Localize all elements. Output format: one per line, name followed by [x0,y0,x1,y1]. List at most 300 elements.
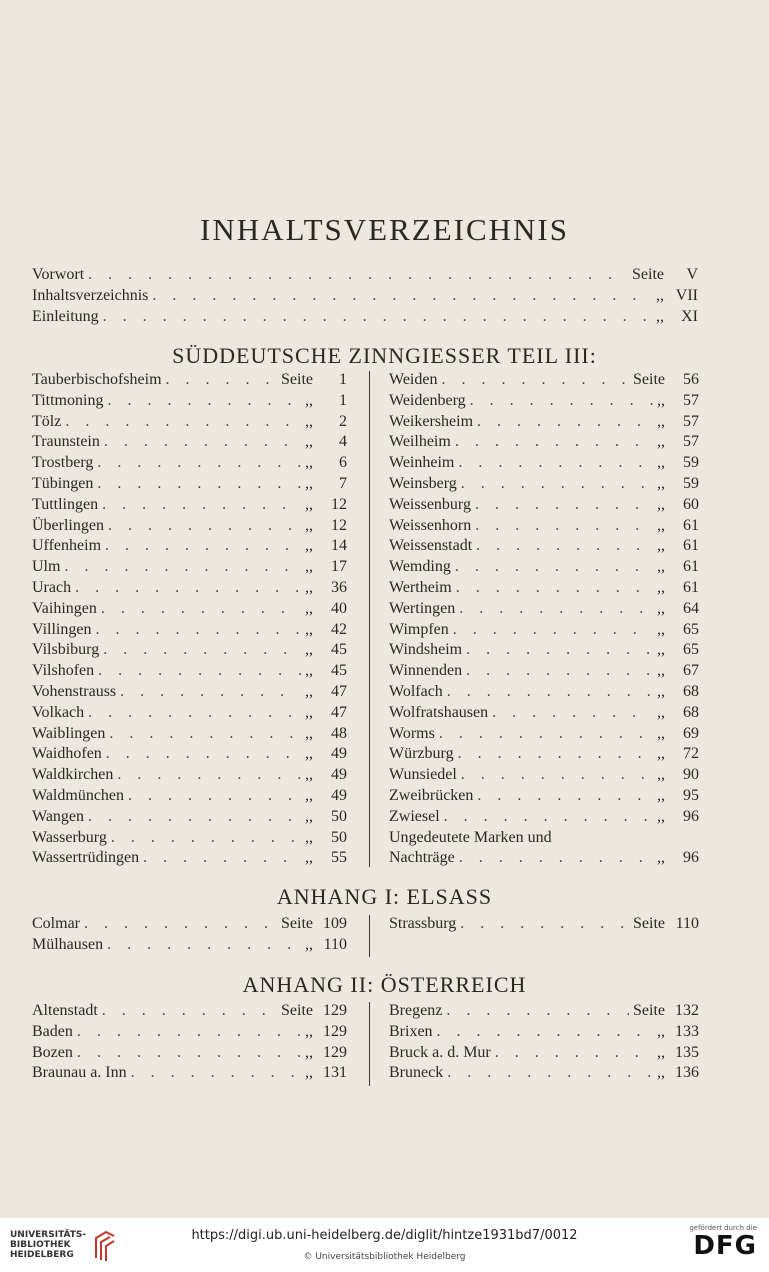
entry-label: Ungedeutete Marken und [389,828,552,846]
page-number: 57 [683,412,699,430]
toc-entry [389,433,699,454]
entry-label: Wangen [32,807,85,825]
entry-label: Vorwort [32,266,85,283]
toc-entry [32,1064,347,1085]
toc-entry [32,641,347,662]
page-number: V [686,266,698,283]
page-number: 45 [331,641,347,659]
entry-label: Vaihingen [32,599,97,617]
entry-label: Weikersheim [389,412,474,430]
page-number: XI [681,308,698,325]
seite-marker: ,, [657,1022,665,1040]
dot-leader [88,704,301,722]
entry-label: Traunstein [32,433,100,451]
dot-leader [458,745,653,763]
ub-logo-line: HEIDELBERG [10,1250,74,1260]
dot-leader [77,1023,301,1041]
dot-leader [128,787,301,805]
page-number: 133 [675,1022,699,1040]
elsass-left-column [32,915,347,957]
page-number: 14 [331,537,347,555]
page-number: 36 [331,578,347,596]
seite-marker: ,, [305,786,313,804]
seite-marker: ,, [657,495,665,513]
entry-label: Vilsbiburg [32,641,100,659]
entry-label: Weissenhorn [389,516,472,534]
page-number: 12 [331,495,347,513]
seite-marker: ,, [305,662,313,680]
dot-leader [459,600,653,618]
oesterreich-right-column [389,1002,699,1085]
dot-leader [65,413,301,431]
seite-marker: ,, [305,828,313,846]
page-number: 42 [331,620,347,638]
toc-entry [389,704,699,725]
seite-marker: ,, [305,1022,313,1040]
dot-leader [466,662,653,680]
toc-entry [389,579,699,600]
dot-leader [103,641,301,659]
entry-label: Strassburg [389,915,457,932]
entry-label: Winnenden [389,662,463,680]
seite-marker: ,, [305,682,313,700]
dfg-wordmark: DFG [693,1231,757,1261]
dot-leader [475,517,653,535]
sued-left-column [32,371,347,870]
dot-leader [446,1002,629,1020]
seite-marker: ,, [657,433,665,451]
dot-leader [102,496,301,514]
toc-entry [32,787,347,808]
page-number: 68 [683,682,699,700]
entry-label: Bruneck [389,1064,444,1082]
dot-leader [120,683,301,701]
toc-entry [32,915,347,936]
entry-label: Tauberbischofsheim [32,371,162,388]
toc-entry [32,662,347,683]
dot-leader [64,558,301,576]
dot-leader [439,725,653,743]
entry-label: Nachträge [389,849,455,867]
toc-entry [389,725,699,746]
page-number: 110 [675,915,699,932]
dot-leader [459,849,653,867]
toc-entry [32,936,347,957]
dot-leader [97,475,301,493]
ub-logo-line: UNIVERSITÄTS- [10,1230,87,1240]
dot-leader [75,579,301,597]
entry-label: Wertingen [389,599,456,617]
entry-label: Weinsberg [389,474,457,492]
dfg-logo[interactable] [689,1224,757,1260]
entry-label: Weissenstadt [389,537,473,555]
toc-entry [32,808,347,829]
page-number: 4 [339,433,347,451]
toc-entry [32,704,347,725]
toc-entry [389,475,699,496]
page-number: 65 [683,620,699,638]
seite-marker: ,, [657,724,665,742]
toc-entry [389,662,699,683]
toc-entry [32,475,347,496]
entry-label: Windsheim [389,641,463,659]
dot-leader [106,745,301,763]
page-number: 47 [331,703,347,721]
dot-leader [102,1002,277,1020]
page-number: 109 [323,915,347,932]
page-number: 47 [331,682,347,700]
dot-leader [166,371,277,389]
page-number: 61 [683,537,699,555]
seite-marker: ,, [657,454,665,472]
toc-entry [389,496,699,517]
page-number: 69 [683,724,699,742]
page-number: 59 [683,454,699,472]
page-number: 7 [339,474,347,492]
toc-entry [389,1023,699,1044]
toc-entry [32,849,347,870]
dot-leader [441,371,629,389]
entry-label: Wimpfen [389,620,449,638]
dot-leader [461,766,653,784]
dot-leader [108,517,301,535]
dot-leader [477,413,653,431]
seite-marker: ,, [305,578,313,596]
page-number: 67 [683,662,699,680]
seite-marker: ,, [657,474,665,492]
seite-marker: ,, [305,537,313,555]
dot-leader [458,454,653,472]
seite-marker: ,, [305,495,313,513]
page-number: 68 [683,703,699,721]
dot-leader [492,704,653,722]
dot-leader [466,641,653,659]
seite-marker: ,, [657,849,665,867]
toc-entry [389,392,699,413]
seite-marker: ,, [657,516,665,534]
toc-entry [389,537,699,558]
seite-marker: Seite [632,266,664,283]
entry-label: Ulm [32,558,61,576]
entry-label: Altenstadt [32,1002,98,1019]
page-number: 49 [331,745,347,763]
seite-marker: ,, [305,1064,313,1082]
seite-marker: ,, [305,703,313,721]
toc-entry [389,600,699,621]
page-number: 136 [675,1064,699,1082]
toc-entry [389,621,699,642]
viewer-footer [0,1218,769,1272]
toc-entry [389,641,699,662]
dot-leader [461,475,653,493]
toc-entry [389,413,699,434]
entry-label: Wassertrüdingen [32,849,140,867]
seite-marker: ,, [657,412,665,430]
page-number: 57 [683,391,699,409]
page-number: 129 [323,1002,347,1019]
page-number: 40 [331,599,347,617]
toc-entry [32,392,347,413]
toc-entry [389,829,699,850]
entry-label: Inhaltsverzeichnis [32,287,149,304]
entry-label: Waldkirchen [32,766,114,784]
seite-marker: ,, [657,641,665,659]
entry-label: Tittmoning [32,391,104,409]
section-title-oesterreich: ANHANG II: ÖSTERREICH [242,972,527,997]
seite-marker: ,, [657,662,665,680]
seite-marker: ,, [305,849,313,867]
dot-leader [84,915,277,933]
seite-marker: Seite [633,1002,665,1019]
dot-leader [103,308,652,326]
entry-label: Wasserburg [32,828,107,846]
page-number: 59 [683,474,699,492]
toc-entry [389,808,699,829]
entry-label: Wunsiedel [389,766,457,784]
toc-entry [32,371,347,392]
entry-label: Wertheim [389,578,452,596]
toc-entry [389,454,699,475]
page-number: 90 [683,766,699,784]
toc-entry [32,600,347,621]
dot-leader [143,849,301,867]
seite-marker: ,, [305,807,313,825]
dot-leader [131,1064,301,1082]
seite-marker: ,, [657,391,665,409]
page-number: 129 [323,1022,347,1040]
entry-label: Volkach [32,703,85,721]
toc-entry [32,579,347,600]
dot-leader [447,683,653,701]
page-number: 61 [683,558,699,576]
dot-leader [453,621,653,639]
dot-leader [455,433,653,451]
toc-entry [389,787,699,808]
page-number: 96 [683,807,699,825]
toc-entry [32,745,347,766]
dot-leader [77,1044,301,1062]
entry-label: Weilheim [389,433,451,451]
dot-leader [456,579,653,597]
entry-label: Baden [32,1022,73,1040]
column-divider [369,915,370,957]
entry-label: Worms [389,724,435,742]
dot-leader [97,454,301,472]
entry-label: Zwiesel [389,807,440,825]
seite-marker: ,, [657,786,665,804]
entry-label: Waiblingen [32,724,106,742]
front-matter-entry [32,287,698,309]
seite-marker: ,, [657,578,665,596]
entry-label: Vilshofen [32,662,95,680]
page-number: 61 [683,516,699,534]
toc-entry [32,537,347,558]
seite-marker: ,, [305,474,313,492]
column-divider [369,371,370,867]
toc-entry [389,558,699,579]
entry-label: Urach [32,578,72,596]
entry-label: Uffenheim [32,537,102,555]
seite-marker: ,, [305,412,313,430]
seite-marker: ,, [657,558,665,576]
page-number: 1 [339,391,347,409]
seite-marker: ,, [305,558,313,576]
toc-entry [389,766,699,787]
dot-leader [470,392,653,410]
ub-logo-line: BIBLIOTHEK [10,1240,71,1250]
entry-label: Weissenburg [389,495,471,513]
seite-marker: ,, [305,454,313,472]
seite-marker: ,, [305,391,313,409]
entry-label: Tölz [32,412,62,430]
seite-marker: ,, [305,935,313,953]
dot-leader [104,433,301,451]
page-number: VII [675,287,698,304]
entry-label: Weiden [389,371,438,388]
entry-label: Trostberg [32,454,94,472]
seite-marker: ,, [305,620,313,638]
page-number: 55 [331,849,347,867]
seite-marker: ,, [305,641,313,659]
seite-marker: ,, [657,703,665,721]
dot-leader [107,392,301,410]
seite-marker: ,, [657,682,665,700]
page-number: 132 [675,1002,699,1019]
seite-marker: ,, [305,745,313,763]
dot-leader [95,621,301,639]
page-number: 110 [323,935,347,953]
entry-label: Wemding [389,558,451,576]
page-title: INHALTSVERZEICHNIS [200,212,569,247]
dot-leader [447,1064,653,1082]
seite-marker: ,, [657,537,665,555]
entry-label: Colmar [32,915,80,932]
entry-label: Bozen [32,1043,73,1061]
seite-marker: ,, [305,1043,313,1061]
entry-label: Braunau a. Inn [32,1064,127,1082]
dot-leader [109,725,301,743]
entry-label: Waldmünchen [32,786,125,804]
seite-marker: Seite [633,371,665,388]
toc-entry [32,725,347,746]
page-number: 129 [323,1043,347,1061]
seite-marker: ,, [657,766,665,784]
oesterreich-left-column [32,1002,347,1085]
page-number: 49 [331,786,347,804]
page-number: 17 [331,558,347,576]
toc-entry [32,683,347,704]
entry-label: Wolfach [389,682,443,700]
dot-leader [476,537,653,555]
seite-marker: ,, [305,599,313,617]
entry-label: Tuttlingen [32,495,99,513]
seite-marker: ,, [657,620,665,638]
entry-label: Waidhofen [32,745,102,763]
entry-label: Wolfratshausen [389,703,489,721]
entry-label: Villingen [32,620,92,638]
page-number: 12 [331,516,347,534]
dot-leader [98,662,301,680]
page-number: 50 [331,828,347,846]
page-number: 50 [331,807,347,825]
page-number: 95 [683,786,699,804]
dot-leader [88,808,301,826]
seite-marker: ,, [657,807,665,825]
dot-leader [152,287,652,305]
page-number: 65 [683,641,699,659]
toc-entry [32,433,347,454]
toc-entry [389,915,699,936]
toc-entry [32,621,347,642]
entry-label: Mülhausen [32,935,104,953]
page-number: 6 [339,454,347,472]
page-number: 61 [683,578,699,596]
toc-entry [389,371,699,392]
seite-marker: ,, [657,1043,665,1061]
entry-label: Bregenz [389,1002,443,1019]
entry-label: Weidenberg [389,391,466,409]
toc-entry [389,1044,699,1065]
entry-label: Einleitung [32,308,99,325]
page-number: 60 [683,495,699,513]
entry-label: Vohenstrauss [32,682,117,700]
seite-marker: ,, [657,745,665,763]
toc-entry [389,1002,699,1023]
page-number: 2 [339,412,347,430]
toc-entry [389,517,699,538]
entry-label: Zweibrücken [389,786,474,804]
dot-leader [88,266,628,284]
dfg-caption: gefördert durch die [689,1224,757,1232]
toc-entry [389,683,699,704]
page-number: 64 [683,599,699,617]
seite-marker: ,, [305,724,313,742]
permalink-url[interactable]: https://digi.ub.uni-heidelberg.de/diglit/hintze1931bd7/0012 [191,1228,578,1243]
seite-marker: ,, [305,766,313,784]
page-number: 96 [683,849,699,867]
seite-marker: Seite [633,915,665,932]
entry-label: Tübingen [32,474,94,492]
toc-entry [32,413,347,434]
entry-label: Überlingen [32,516,104,534]
seite-marker: ,, [657,599,665,617]
seite-marker: Seite [281,915,313,932]
toc-entry [32,454,347,475]
toc-entry [32,766,347,787]
dot-leader [455,558,653,576]
seite-marker: ,, [656,287,664,304]
toc-entry [32,829,347,850]
entry-label: Brixen [389,1022,433,1040]
section-title-sueddeutsche: SÜDDEUTSCHE ZINNGIESSER TEIL III: [172,343,597,368]
dot-leader [444,808,653,826]
page-number: 48 [331,724,347,742]
dot-leader [495,1044,653,1062]
toc-entry [32,1002,347,1023]
dot-leader [111,829,301,847]
dot-leader [101,600,301,618]
dot-leader [107,936,301,954]
toc-entry [32,517,347,538]
entry-label: Würzburg [389,745,454,763]
page-number: 49 [331,766,347,784]
dot-leader [460,915,629,933]
toc-entry [32,1044,347,1065]
page-number: 72 [683,745,699,763]
seite-marker: ,, [656,308,664,325]
seite-marker: ,, [305,433,313,451]
dot-leader [117,766,301,784]
